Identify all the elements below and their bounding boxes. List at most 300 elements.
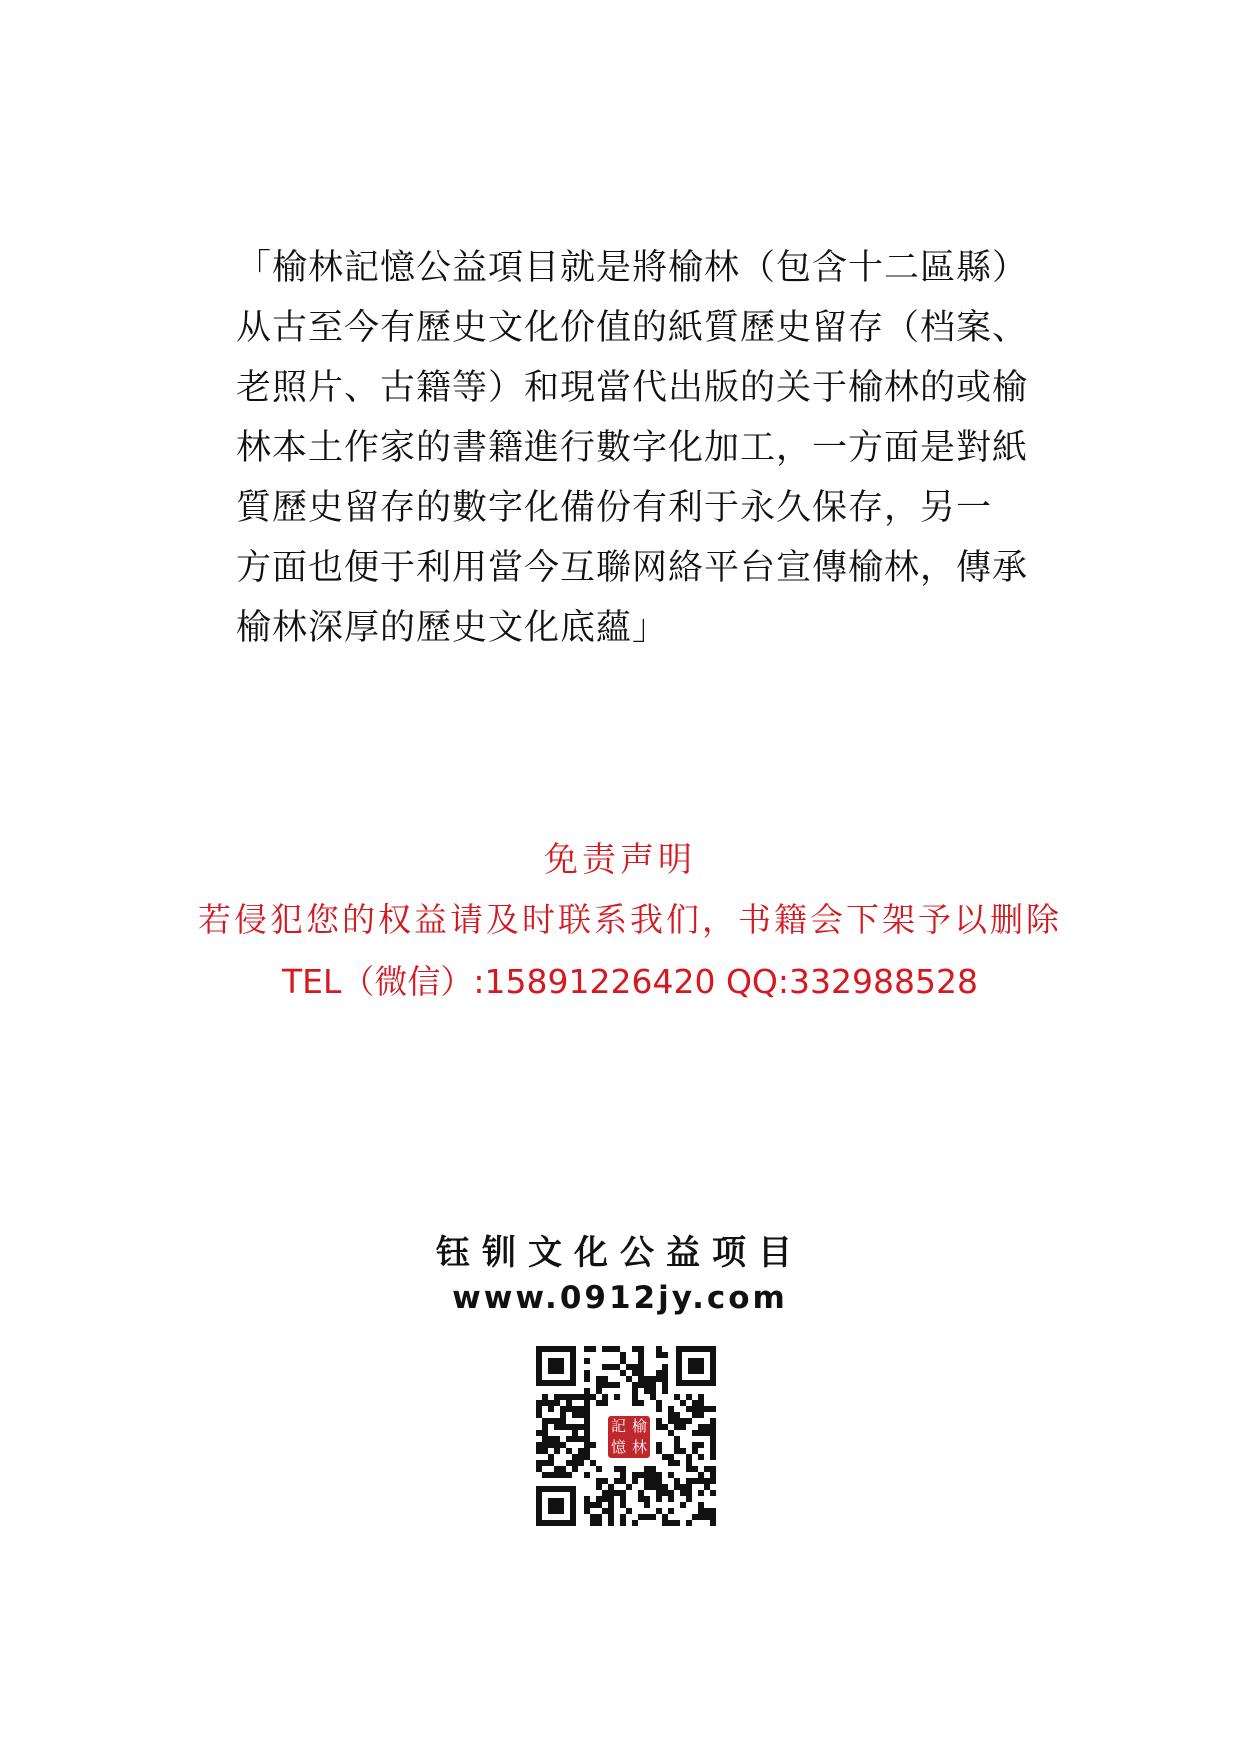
qr-module xyxy=(572,1454,578,1460)
qr-module xyxy=(692,1466,698,1472)
qr-module xyxy=(710,1472,716,1478)
org-name: 钰钏文化公益项目 xyxy=(436,1233,804,1273)
qr-module xyxy=(614,1382,620,1388)
qr-module xyxy=(584,1418,590,1424)
qr-module xyxy=(692,1412,698,1418)
qr-module xyxy=(674,1436,680,1442)
qr-module xyxy=(644,1514,650,1520)
qr-module xyxy=(536,1466,542,1472)
qr-module xyxy=(614,1346,620,1352)
qr-module xyxy=(548,1400,554,1406)
qr-module xyxy=(584,1346,590,1352)
qr-module xyxy=(548,1472,554,1478)
qr-module xyxy=(578,1412,584,1418)
qr-module xyxy=(704,1406,710,1412)
qr-module xyxy=(656,1424,662,1430)
qr-module xyxy=(584,1472,590,1478)
qr-module xyxy=(698,1424,704,1430)
qr-module xyxy=(644,1472,650,1478)
qr-module xyxy=(698,1502,704,1508)
intro-paragraph xyxy=(236,238,1036,658)
qr-module xyxy=(656,1400,662,1406)
qr-module xyxy=(542,1460,548,1466)
qr-module xyxy=(554,1400,560,1406)
seal-char: 記 xyxy=(610,1417,626,1435)
disclaimer-notice: 若侵犯您的权益请及时联系我们，书籍会下架予以删除 xyxy=(198,900,1062,939)
qr-module xyxy=(698,1430,704,1436)
qr-module xyxy=(596,1388,602,1394)
qr-module xyxy=(584,1502,590,1508)
qr-module xyxy=(698,1508,704,1514)
qr-module xyxy=(572,1394,578,1400)
qr-module xyxy=(656,1490,662,1496)
intro-line: 从古至今有歷史文化价值的紙質歷史留存（档案、 xyxy=(236,308,1029,348)
qr-module xyxy=(566,1424,572,1430)
qr-module xyxy=(710,1424,716,1430)
qr-module xyxy=(710,1418,716,1424)
qr-module xyxy=(554,1436,560,1442)
qr-module xyxy=(656,1496,662,1502)
qr-module xyxy=(572,1460,578,1466)
qr-module xyxy=(662,1520,668,1526)
qr-module xyxy=(548,1436,554,1442)
qr-module xyxy=(662,1490,668,1496)
qr-module xyxy=(644,1376,650,1382)
qr-module xyxy=(584,1412,590,1418)
qr-module xyxy=(596,1382,602,1388)
qr-module xyxy=(596,1514,602,1520)
qr-module xyxy=(662,1454,668,1460)
logo-seal xyxy=(606,1414,652,1460)
qr-module xyxy=(584,1358,590,1364)
qr-module xyxy=(596,1484,602,1490)
qr-module xyxy=(572,1406,578,1412)
qr-module xyxy=(650,1382,656,1388)
qr-module xyxy=(554,1466,560,1472)
qr-module xyxy=(668,1412,674,1418)
qr-module xyxy=(656,1376,662,1382)
qr-module xyxy=(662,1370,668,1376)
qr-module xyxy=(710,1514,716,1520)
seal-char: 榆 xyxy=(631,1417,647,1435)
qr-module xyxy=(536,1460,542,1466)
qr-module xyxy=(542,1436,548,1442)
qr-module xyxy=(536,1406,542,1412)
qr-module xyxy=(656,1478,662,1484)
qr-module xyxy=(656,1472,662,1478)
qr-module xyxy=(626,1484,632,1490)
qr-module xyxy=(608,1508,614,1514)
qr-module xyxy=(578,1454,584,1460)
qr-module xyxy=(566,1406,572,1412)
qr-module xyxy=(560,1412,566,1418)
qr-module xyxy=(608,1382,614,1388)
qr-module xyxy=(578,1460,584,1466)
qr-module xyxy=(674,1460,680,1466)
qr-module xyxy=(542,1400,548,1406)
qr-module xyxy=(572,1436,578,1442)
qr-module xyxy=(608,1490,614,1496)
qr-module xyxy=(542,1430,548,1436)
qr-module xyxy=(698,1478,704,1484)
qr-module xyxy=(668,1454,674,1460)
qr-module xyxy=(680,1484,686,1490)
qr-module xyxy=(596,1520,602,1526)
qr-module xyxy=(632,1400,638,1406)
qr-module xyxy=(668,1490,674,1496)
qr-module xyxy=(668,1460,674,1466)
qr-module xyxy=(590,1520,596,1526)
qr-module xyxy=(584,1394,590,1400)
qr-module xyxy=(584,1406,590,1412)
qr-module xyxy=(686,1484,692,1490)
qr-module xyxy=(548,1406,554,1412)
qr-module xyxy=(620,1352,626,1358)
qr-module xyxy=(668,1430,674,1436)
qr-module xyxy=(584,1436,590,1442)
qr-module xyxy=(656,1442,662,1448)
qr-module xyxy=(554,1424,560,1430)
qr-module xyxy=(662,1382,668,1388)
qr-module xyxy=(644,1502,650,1508)
qr-module xyxy=(668,1472,674,1478)
qr-module xyxy=(620,1472,626,1478)
qr-module xyxy=(656,1352,662,1358)
website-url: www.0912jy.com xyxy=(452,1280,788,1316)
qr-module xyxy=(608,1514,614,1520)
qr-module xyxy=(698,1472,704,1478)
qr-module xyxy=(650,1478,656,1484)
qr-module xyxy=(584,1370,590,1376)
qr-module xyxy=(644,1496,650,1502)
intro-line: 方面也便于利用當今互聯网絡平台宣傳榆林，傳承 xyxy=(236,548,1029,588)
qr-module xyxy=(692,1478,698,1484)
qr-module xyxy=(590,1442,596,1448)
qr-module xyxy=(620,1490,626,1496)
qr-module xyxy=(644,1484,650,1490)
qr-module xyxy=(710,1508,716,1514)
qr-module xyxy=(608,1502,614,1508)
qr-module xyxy=(596,1478,602,1484)
qr-module xyxy=(674,1448,680,1454)
qr-module xyxy=(674,1418,680,1424)
qr-module xyxy=(662,1514,668,1520)
qr-module xyxy=(686,1490,692,1496)
qr-module xyxy=(656,1508,662,1514)
qr-module xyxy=(602,1496,608,1502)
qr-module xyxy=(584,1388,590,1394)
qr-module xyxy=(662,1352,668,1358)
qr-module xyxy=(620,1466,626,1472)
qr-module xyxy=(608,1484,614,1490)
qr-module xyxy=(698,1406,704,1412)
qr-module xyxy=(560,1424,566,1430)
qr-module xyxy=(584,1400,590,1406)
qr-module xyxy=(584,1442,590,1448)
qr-module xyxy=(608,1364,614,1370)
qr-module xyxy=(614,1466,620,1472)
qr-module xyxy=(638,1514,644,1520)
qr-module xyxy=(674,1520,680,1526)
qr-module xyxy=(626,1508,632,1514)
qr-module xyxy=(584,1376,590,1382)
qr-module xyxy=(602,1508,608,1514)
qr-module xyxy=(620,1502,626,1508)
qr-module xyxy=(710,1430,716,1436)
qr-module xyxy=(632,1478,638,1484)
qr-module xyxy=(668,1406,674,1412)
qr-module xyxy=(566,1394,572,1400)
qr-module xyxy=(614,1490,620,1496)
footer-block xyxy=(0,1228,1240,1318)
qr-module xyxy=(554,1394,560,1400)
qr-module xyxy=(578,1406,584,1412)
qr-module xyxy=(560,1418,566,1424)
qr-module xyxy=(578,1394,584,1400)
qr-module xyxy=(656,1370,662,1376)
qr-module xyxy=(548,1454,554,1460)
qr-module xyxy=(572,1466,578,1472)
qr-module xyxy=(608,1496,614,1502)
qr-module xyxy=(644,1478,650,1484)
qr-module xyxy=(542,1442,548,1448)
qr-module xyxy=(632,1370,638,1376)
seal-char: 林 xyxy=(631,1438,647,1456)
qr-module xyxy=(704,1484,710,1490)
qr-module xyxy=(572,1424,578,1430)
qr-module xyxy=(662,1364,668,1370)
qr-module xyxy=(638,1370,644,1376)
qr-module xyxy=(710,1436,716,1442)
qr-module xyxy=(584,1448,590,1454)
qr-module xyxy=(662,1376,668,1382)
qr-module xyxy=(686,1460,692,1466)
disclaimer-block xyxy=(0,832,1240,1012)
qr-module xyxy=(560,1394,566,1400)
intro-line: 榆林深厚的歷史文化底蘊」 xyxy=(236,608,669,648)
qr-module xyxy=(650,1388,656,1394)
qr-module xyxy=(638,1400,644,1406)
qr-module xyxy=(620,1358,626,1364)
qr-module xyxy=(602,1364,608,1370)
intro-line: 質歷史留存的數字化備份有利于永久保存，另一 xyxy=(236,488,993,528)
intro-line: 「榆林記憶公益項目就是將榆林（包含十二區縣） xyxy=(236,248,1029,288)
qr-module xyxy=(560,1472,566,1478)
qr-module xyxy=(638,1364,644,1370)
qr-module xyxy=(608,1346,614,1352)
qr-module xyxy=(638,1496,644,1502)
qr-module xyxy=(692,1430,698,1436)
qr-module xyxy=(632,1346,638,1352)
qr-module xyxy=(674,1424,680,1430)
qr-module xyxy=(638,1376,644,1382)
qr-module xyxy=(686,1466,692,1472)
qr-module xyxy=(626,1376,632,1382)
qr-module xyxy=(596,1496,602,1502)
qr-module xyxy=(674,1394,680,1400)
qr-module xyxy=(698,1442,704,1448)
qr-module xyxy=(596,1376,602,1382)
qr-module xyxy=(704,1514,710,1520)
qr-module xyxy=(632,1394,638,1400)
qr-module xyxy=(686,1454,692,1460)
qr-module xyxy=(704,1466,710,1472)
qr-module xyxy=(674,1478,680,1484)
qr-module xyxy=(692,1442,698,1448)
qr-module xyxy=(596,1502,602,1508)
qr-module xyxy=(650,1466,656,1472)
qr-module xyxy=(638,1352,644,1358)
qr-module xyxy=(692,1514,698,1520)
qr-module xyxy=(656,1346,662,1352)
qr-module xyxy=(632,1472,638,1478)
qr-module xyxy=(602,1478,608,1484)
qr-module xyxy=(602,1346,608,1352)
qr-module xyxy=(566,1460,572,1466)
seal-char: 憶 xyxy=(610,1438,626,1456)
qr-module xyxy=(656,1484,662,1490)
qr-module xyxy=(656,1406,662,1412)
qr-module xyxy=(536,1412,542,1418)
qr-module xyxy=(542,1472,548,1478)
qr-module xyxy=(710,1466,716,1472)
qr-module xyxy=(548,1460,554,1466)
qr-module xyxy=(710,1490,716,1496)
qr-module xyxy=(614,1364,620,1370)
qr-module xyxy=(602,1376,608,1382)
qr-module xyxy=(566,1472,572,1478)
qr-module xyxy=(656,1448,662,1454)
qr-module xyxy=(626,1364,632,1370)
qr-module xyxy=(614,1394,620,1400)
qr-module xyxy=(638,1490,644,1496)
qr-module xyxy=(536,1442,542,1448)
qr-module xyxy=(680,1490,686,1496)
qr-module xyxy=(572,1430,578,1436)
qr-module xyxy=(578,1424,584,1430)
qr-module xyxy=(560,1466,566,1472)
qr-module xyxy=(704,1430,710,1436)
qr-module xyxy=(668,1418,674,1424)
qr-module xyxy=(698,1454,704,1460)
qr-module xyxy=(698,1514,704,1520)
qr-module xyxy=(554,1472,560,1478)
qr-module xyxy=(590,1394,596,1400)
qr-module xyxy=(704,1478,710,1484)
qr-module xyxy=(680,1400,686,1406)
qr-module xyxy=(632,1388,638,1394)
qr-module xyxy=(584,1508,590,1514)
qr-module xyxy=(554,1418,560,1424)
qr-module xyxy=(692,1400,698,1406)
qr-module xyxy=(674,1412,680,1418)
qr-module xyxy=(692,1448,698,1454)
qr-module xyxy=(602,1394,608,1400)
qr-module xyxy=(686,1520,692,1526)
qr-module xyxy=(554,1448,560,1454)
disclaimer-contact: TEL（微信）:15891226420 QQ:332988528 xyxy=(282,962,978,1001)
qr-module xyxy=(668,1496,674,1502)
qr-module xyxy=(644,1382,650,1388)
qr-module xyxy=(680,1502,686,1508)
qr-module xyxy=(638,1382,644,1388)
intro-line: 老照片、古籍等）和現當代出版的关于榆林的或榆 xyxy=(236,368,1029,408)
qr-module xyxy=(698,1412,704,1418)
qr-module xyxy=(710,1454,716,1460)
qr-module xyxy=(638,1472,644,1478)
qr-module xyxy=(710,1478,716,1484)
qr-module xyxy=(620,1520,626,1526)
qr-module xyxy=(710,1406,716,1412)
qr-module xyxy=(590,1460,596,1466)
qr-module xyxy=(686,1406,692,1412)
qr-module xyxy=(596,1400,602,1406)
qr-module xyxy=(566,1448,572,1454)
qr-module xyxy=(584,1496,590,1502)
qr-module xyxy=(674,1484,680,1490)
qr-module xyxy=(644,1466,650,1472)
qr-module xyxy=(548,1442,554,1448)
qr-module xyxy=(584,1424,590,1430)
qr-module xyxy=(710,1520,716,1526)
qr-module xyxy=(554,1442,560,1448)
qr-module xyxy=(650,1472,656,1478)
qr-module xyxy=(566,1436,572,1442)
qr-module xyxy=(632,1520,638,1526)
qr-module xyxy=(542,1394,548,1400)
qr-module xyxy=(698,1394,704,1400)
qr-module xyxy=(638,1358,644,1364)
qr-module xyxy=(590,1514,596,1520)
qr-module xyxy=(620,1514,626,1520)
qr-module xyxy=(632,1382,638,1388)
disclaimer-title: 免责声明 xyxy=(544,840,696,880)
qr-module xyxy=(668,1520,674,1526)
qr-module xyxy=(578,1436,584,1442)
qr-module xyxy=(542,1424,548,1430)
qr-module xyxy=(644,1388,650,1394)
qr-module xyxy=(542,1418,548,1424)
qr-module xyxy=(650,1514,656,1520)
qr-module xyxy=(620,1478,626,1484)
qr-module xyxy=(668,1508,674,1514)
qr-module xyxy=(632,1364,638,1370)
qr-module xyxy=(608,1520,614,1526)
qr-module xyxy=(602,1382,608,1388)
qr-module xyxy=(602,1400,608,1406)
qr-module xyxy=(536,1400,542,1406)
qr-module xyxy=(536,1430,542,1436)
intro-line: 林本土作家的書籍進行數字化加工，一方面是對紙 xyxy=(236,428,1029,468)
qr-module xyxy=(560,1406,566,1412)
qr-module xyxy=(710,1448,716,1454)
qr-module xyxy=(614,1478,620,1484)
qr-module xyxy=(650,1484,656,1490)
qr-module xyxy=(650,1376,656,1382)
qr-module xyxy=(656,1418,662,1424)
qr-module xyxy=(620,1370,626,1376)
qr-module xyxy=(704,1508,710,1514)
qr-module xyxy=(542,1448,548,1454)
qr-module xyxy=(680,1448,686,1454)
qr-module xyxy=(674,1442,680,1448)
qr-module xyxy=(662,1424,668,1430)
qr-module xyxy=(704,1424,710,1430)
qr-module xyxy=(620,1496,626,1502)
qr-module xyxy=(602,1490,608,1496)
qr-module xyxy=(710,1442,716,1448)
qr-module xyxy=(686,1394,692,1400)
